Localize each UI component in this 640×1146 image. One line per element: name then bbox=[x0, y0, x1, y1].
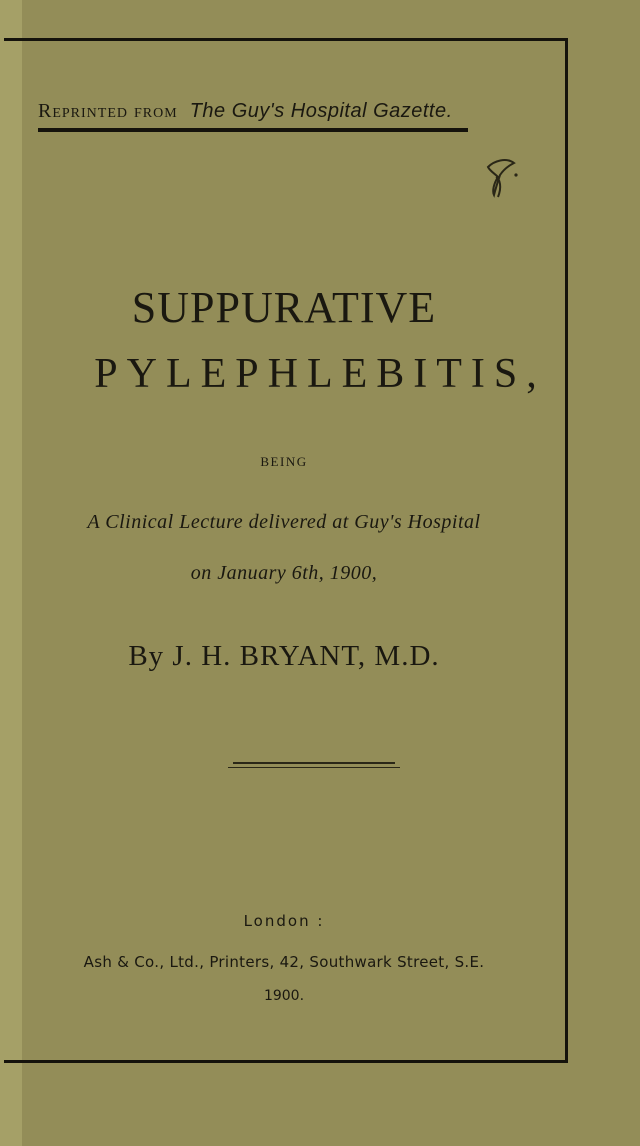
imprint-year: 1900. bbox=[263, 988, 305, 1004]
reprint-underline bbox=[38, 128, 468, 132]
border-rule-bottom bbox=[4, 1060, 568, 1063]
title-line-1: SUPPURATIVE bbox=[131, 283, 437, 332]
reprint-notice bbox=[38, 100, 453, 123]
imprint-publisher: Ash & Co., Ltd., Printers, 42, Southwark Street, S.E. bbox=[83, 953, 485, 971]
handwritten-mark-icon bbox=[482, 153, 522, 203]
being-label: BEING bbox=[260, 454, 308, 469]
reprint-prefix: Reprinted from bbox=[38, 100, 178, 122]
gazette-name: The Guy's Hospital Gazette. bbox=[189, 100, 453, 122]
divider-rule bbox=[233, 762, 395, 764]
imprint-city: London : bbox=[243, 912, 325, 930]
author-byline: By J. H. BRYANT, M.D. bbox=[128, 640, 440, 672]
border-rule-top bbox=[4, 38, 568, 41]
title-line-2: PYLEPHLEBITIS, bbox=[94, 351, 546, 397]
lecture-line-2: on January 6th, 1900, bbox=[190, 562, 378, 584]
border-rule-right bbox=[565, 38, 568, 1063]
lecture-line-1: A Clinical Lecture delivered at Guy's Hospital bbox=[87, 511, 481, 533]
divider-rule-secondary bbox=[228, 767, 400, 768]
